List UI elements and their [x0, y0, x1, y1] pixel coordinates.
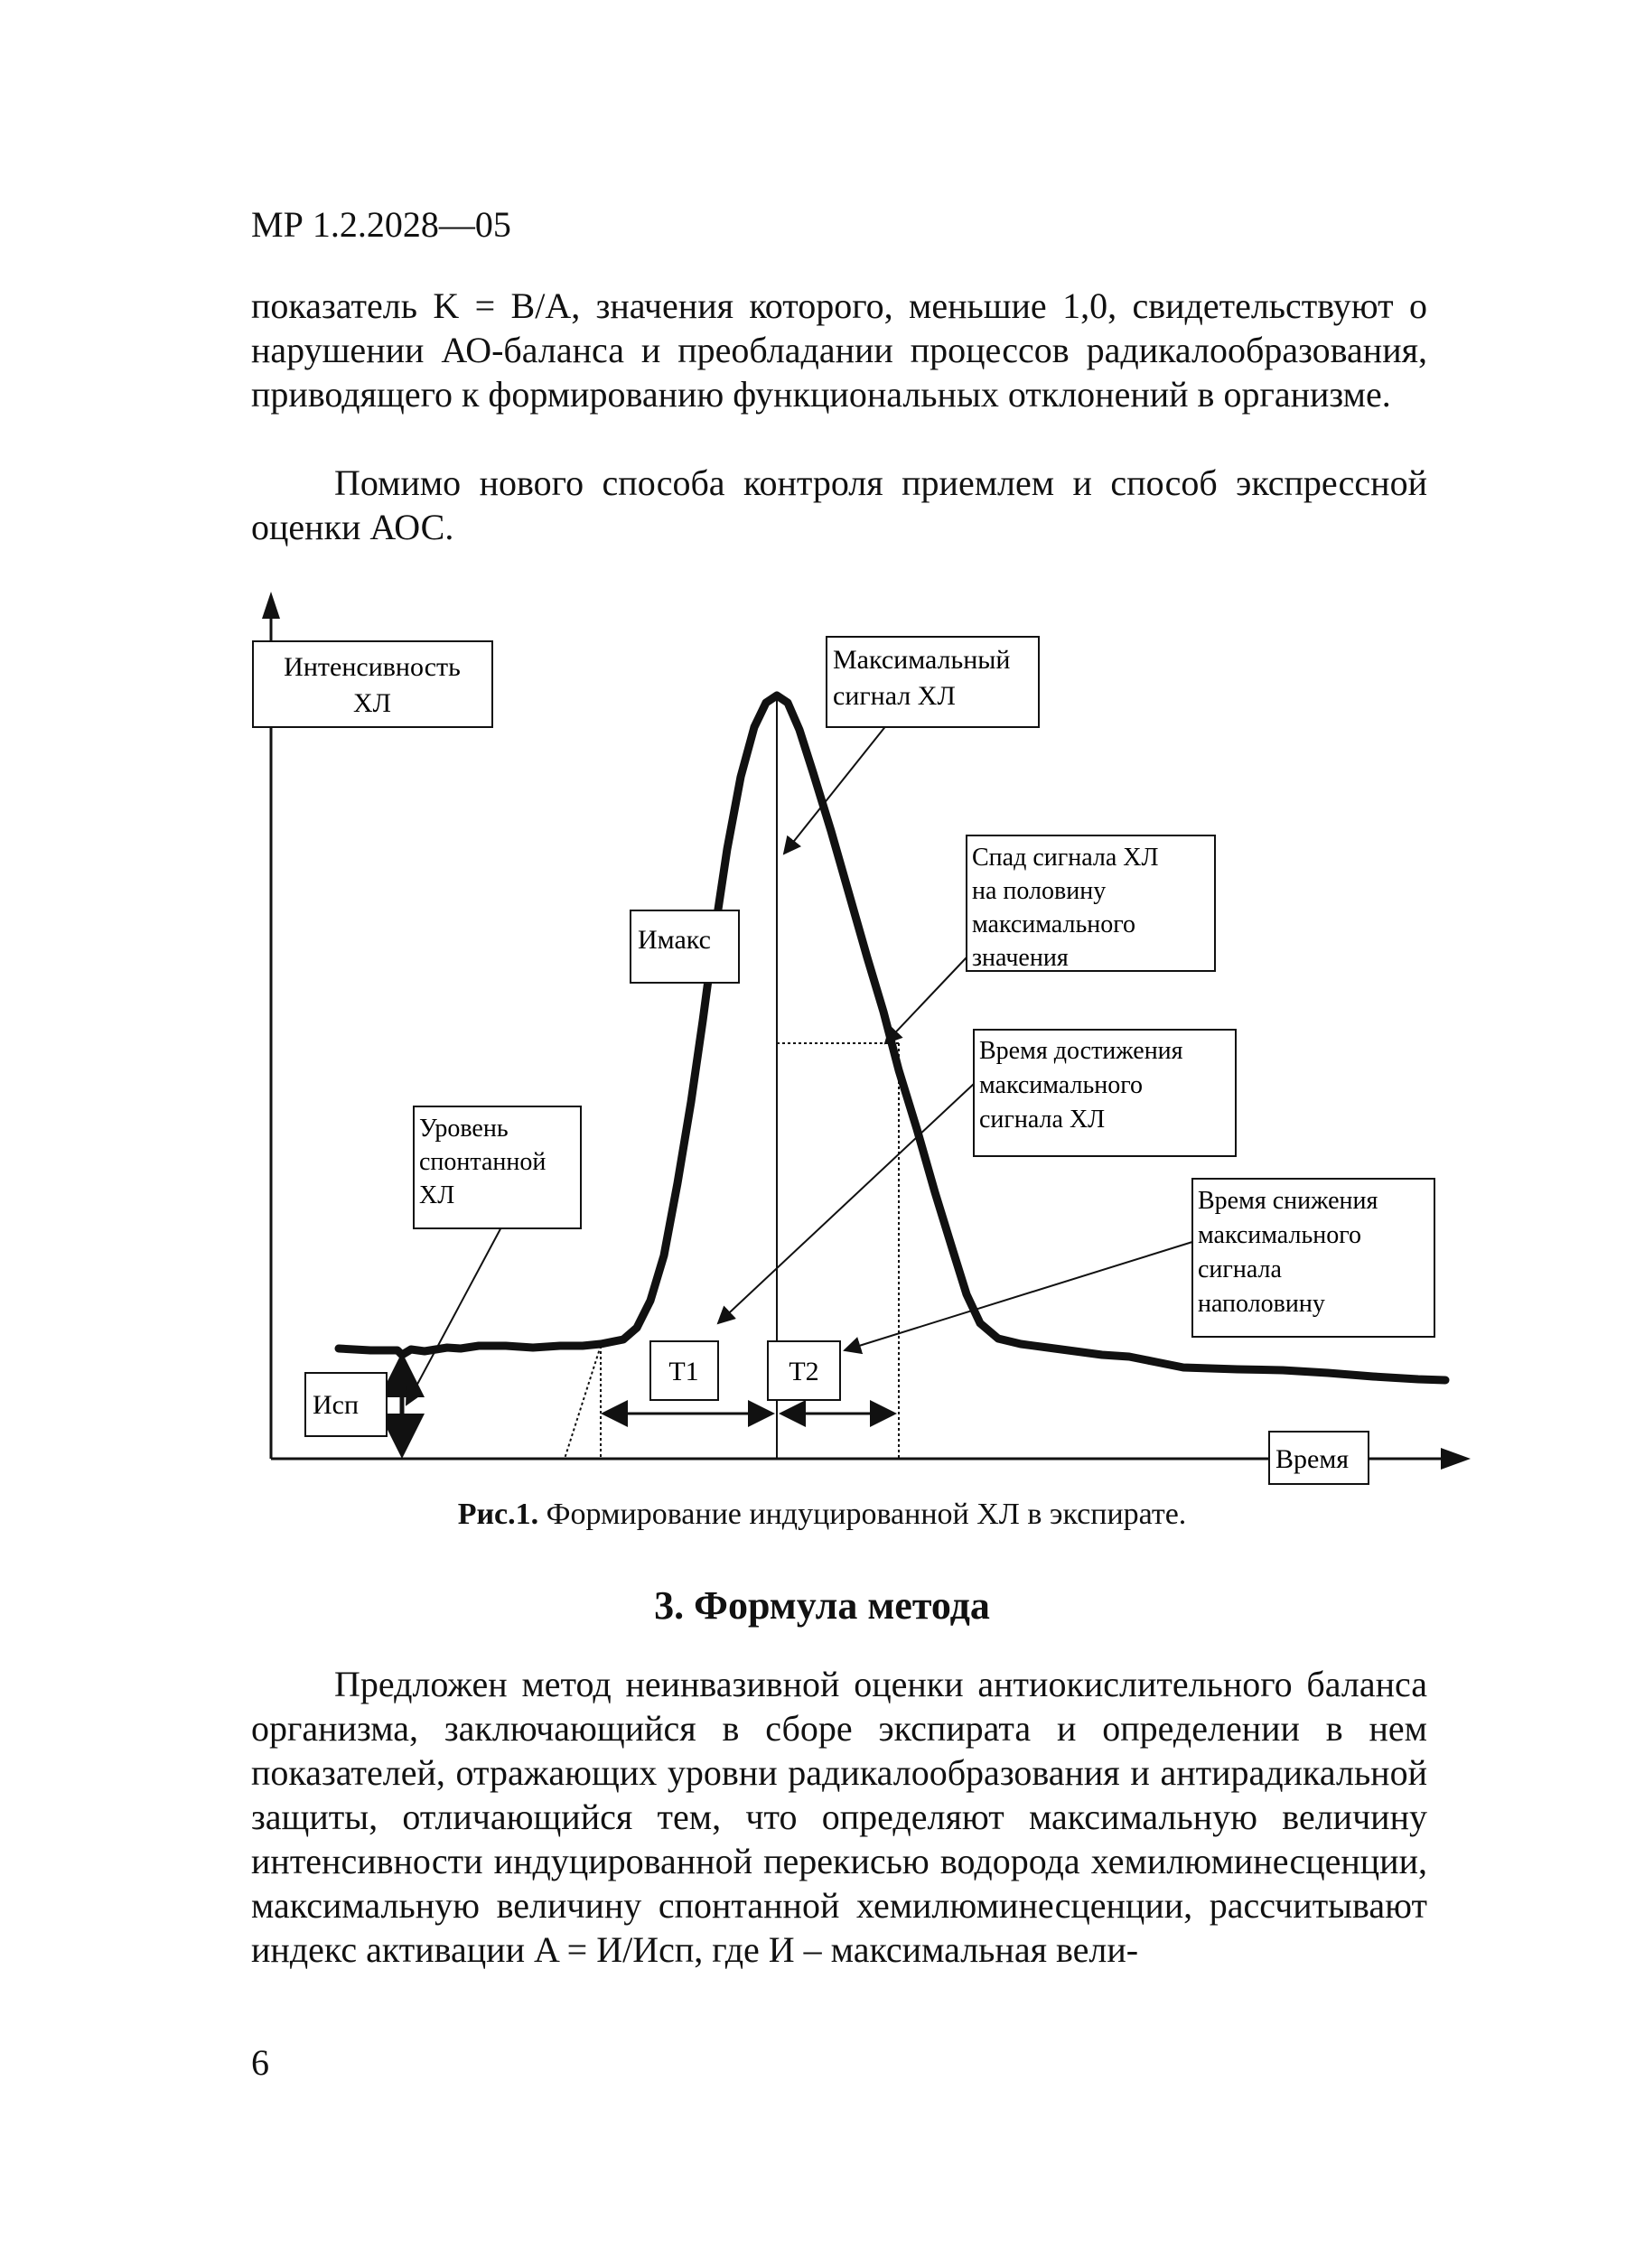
t1-label: T1 [668, 1357, 699, 1386]
document-header: МР 1.2.2028—05 [251, 204, 511, 245]
figure-caption-text: Формирование индуцированной ХЛ в экспирате. [538, 1498, 1187, 1531]
time-to-max-line1: Время достижения [979, 1037, 1183, 1065]
max-signal-line1: Максимальный [833, 645, 1011, 675]
time-half-box [1192, 1179, 1434, 1337]
paragraph-3: Предложен метод неинвазивной оценки антиокислительного баланса организма, заключающийся в сборе экспирата и определении в нем показателей, отражающих уровни радикалообразования и антирадикальной защиты, отличающийся тем, что определяют максимальную величину интенсивности индуцированной перекисью водорода хемилюминесценции, максимальную величину спонтанной хемилюминесценции, рассчитывают индекс активации A = И/Исп, где И – максимальная вели- [251, 1664, 1427, 1970]
spont-line1: Уровень [419, 1115, 509, 1143]
spont-box [414, 1106, 581, 1228]
spont-line3: ХЛ [419, 1181, 455, 1209]
decay-line1: Спад сигнала ХЛ [972, 844, 1159, 872]
tangent-dotted-line [565, 1346, 601, 1459]
time-half-pointer [845, 1242, 1192, 1350]
isp-label: Исп [313, 1390, 360, 1420]
chemiluminescence-figure [244, 578, 1490, 1490]
t2-box [768, 1341, 840, 1400]
decay-line3: максимального [972, 910, 1135, 938]
decay-pointer [885, 957, 967, 1043]
time-to-max-line2: максимального [979, 1071, 1143, 1099]
paragraph-1: показатель K = B/A, значения которого, меньшие 1,0, свидетельствуют о нарушении АО-баланса и преобладании процессов радикалообразования, приводящего к формированию функциональных отклонений в организме. [251, 285, 1427, 415]
time-half-line2: максимального [1198, 1221, 1361, 1249]
figure-caption [253, 1498, 1391, 1532]
t2-label: T2 [789, 1357, 819, 1386]
decay-line2: на половину [972, 877, 1107, 905]
figure-caption-label: Рис.1. [457, 1498, 539, 1531]
section-title: 3. Формула метода [654, 1583, 990, 1628]
time-half-line1: Время снижения [1198, 1187, 1378, 1215]
y-axis-label-box [253, 641, 492, 727]
x-axis-label: Время [1275, 1444, 1350, 1474]
decay-box [967, 835, 1215, 972]
isp-box [305, 1373, 387, 1436]
x-axis-label-box [1269, 1432, 1369, 1484]
spont-line2: спонтанной [419, 1148, 547, 1176]
paragraph-2: Помимо нового способа контроля приемлем и способ экспрессной оценки АОС. [251, 462, 1427, 547]
y-axis-label-line1: Интенсивность [284, 652, 461, 682]
time-half-line4: наполовину [1198, 1290, 1325, 1318]
y-axis-label-line2: ХЛ [352, 688, 392, 718]
time-to-max-box [974, 1030, 1236, 1156]
max-signal-box [827, 637, 1039, 727]
decay-line4: значения [972, 944, 1069, 972]
max-signal-line2: сигнал ХЛ [833, 681, 956, 711]
spont-pointer [406, 1210, 510, 1405]
page-number: 6 [251, 2042, 269, 2083]
imax-box [631, 910, 739, 983]
y-axis-arrowhead [262, 592, 280, 619]
t1-box [650, 1341, 718, 1400]
time-half-line3: сигнала [1198, 1255, 1282, 1283]
imax-label: Имакс [638, 925, 711, 955]
x-axis-arrowhead [1441, 1448, 1471, 1470]
time-to-max-line3: сигнала ХЛ [979, 1106, 1106, 1134]
